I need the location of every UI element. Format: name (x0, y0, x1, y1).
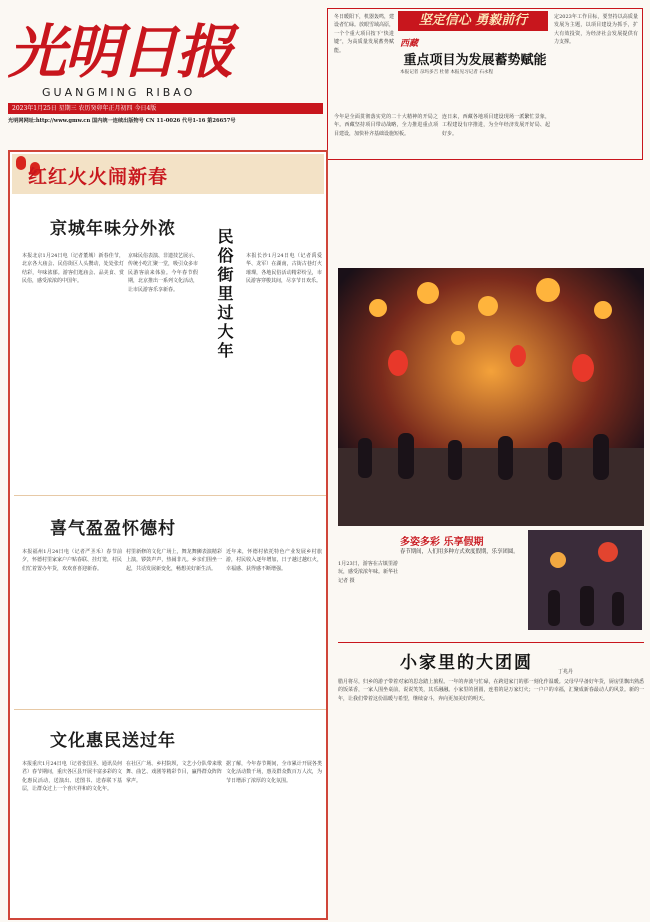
section-column: 本报重庆1月24日电（记者张国圣、通讯员何君）春节期间，重庆各区县开展丰富多彩的文化惠民活动，送演出、送图书、送春联下基层，让群众过上一个喜庆祥和的文化年。 (22, 761, 122, 793)
secondary-photo[interactable] (528, 530, 642, 630)
photo-note: 1月23日，游客在古镇里游玩，感受浓浓年味。新华社记者 摄 (338, 561, 398, 584)
newspaper-pinyin: GUANGMING RIBAO (42, 86, 196, 99)
news-column-right: 定2023年工作目标，要坚持以高质量发展为主题，以项目建设为抓手，扩大有效投资，为经济社会发展提供有力支撑。 (554, 14, 638, 46)
section-column: 据了解，今年春节期间，全市累计开展各类文化活动数千场，惠及群众数百万人次，为节日增添了浓厚的文化氛围。 (226, 761, 322, 784)
news-body-b: 连日来，西藏各地项目建设现场一派繁忙景象，工程建设有序推进，为全年经济发展开好局、起好步。 (442, 114, 550, 137)
section-title[interactable]: 京城年味分外浓 (50, 219, 176, 239)
section-column: 本报长沙1月24日电（记者禹爱华、龙军）在湖南，古街古巷灯火璀璨，各地民俗活动精彩纷呈，市民游客穿梭其间，尽享节日欢乐。 (246, 253, 322, 285)
story-title[interactable]: 小家里的大团圆 (400, 653, 533, 673)
lead-news-box (327, 8, 643, 160)
news-photo[interactable] (338, 268, 644, 526)
vertical-headline[interactable]: 民俗街里过大年 (215, 228, 234, 361)
photo-caption-title: 多姿多彩 乐享假期 (400, 537, 484, 548)
spring-festival-feature (8, 150, 328, 920)
section-column: 本报福州1月24日电（记者严圣禾）春节前夕，怀德村里家家户户贴春联、挂灯笼，村民们忙着置办年货，欢欢喜喜迎新春。 (22, 549, 122, 572)
story-body: 腊月将尽，归乡的游子带着对家的思念踏上旅程。一年的奔波与忙碌，在跨进家门的那一刻化作温暖。父母早早备好年货，厨房里飘出熟悉的饭菜香，一家人围坐桌前，说说笑笑，其乐融融。小家里的团圆，连着的是万家灯火；一户户的幸福，汇聚成新春最动人的风景。新的一年，让我们带着这份温暖与希望，继续奋斗，奔向更加美好的明天。 (338, 679, 644, 702)
feature-title: 红红火火闹新春 (28, 166, 169, 188)
section-title[interactable]: 喜气盈盈怀德村 (50, 519, 176, 539)
news-body-a: 今年是全面贯彻落实党的二十大精神的开局之年。西藏坚持项目带动战略，全力推进重点项目建设，加快补齐基础设施短板。 (334, 114, 438, 137)
section-jingcheng (14, 196, 326, 496)
region-tag: 西藏 (400, 39, 419, 49)
publication-info: 光明网网址:http://www.gmw.cn 国内统一连续出版物号 CN 11-0026 代号1-16 第26657号 (8, 118, 236, 124)
section-column: 近年来，怀德村依托特色产业发展乡村旅游，村民收入逐年增加，日子越过越红火，幸福感、获得感不断增强。 (226, 549, 322, 572)
section-column: 本报北京1月24日电（记者董城）新春佳节，北京各大庙会、民俗街区人头攒动，处处张灯结彩，年味浓郁。游客们逛庙会、品美食、赏民俗，感受浓浓的中国年。 (22, 253, 124, 285)
news-banner: 坚定信心 勇毅前行 (398, 11, 548, 31)
photo-crowd (528, 530, 642, 630)
masthead (0, 0, 325, 150)
photo-night-street (338, 268, 644, 526)
feature-banner (12, 154, 324, 194)
section-huaide (14, 500, 326, 710)
section-wenhua (14, 714, 326, 918)
section-column: 村里新修的文化广场上，舞龙舞狮表演精彩上演，锣鼓声声，热闹非凡。乡亲们围坐一起，共话发展新变化，畅想美好新生活。 (126, 549, 222, 572)
lantern-icon (16, 156, 26, 170)
photo-caption: 春节期间，人们用多种方式欢度假期，乐享团圆。 (400, 549, 519, 555)
news-headline[interactable]: 重点项目为发展蓄势赋能 (403, 53, 547, 68)
section-title[interactable]: 文化惠民送过年 (50, 731, 176, 751)
section-column: 在社区广场、乡村院坝，文艺小分队带来歌舞、曲艺、戏剧等精彩节目，赢得群众阵阵掌声。 (126, 761, 222, 784)
news-byline: 本报记者 尕玛多吉 杜倩 本报见习记者 石永程 (400, 70, 494, 75)
section-column: 京味民俗表演、非遗技艺展示、传统小吃汇聚一堂，吸引众多市民游客前来体验。今年春节假期，北京推出一系列文化活动，让市民游客乐享新春。 (128, 253, 198, 293)
date-line: 2023年1月25日 星期三 农历癸卯年正月初四 今日4版 (8, 103, 323, 114)
divider (338, 642, 644, 643)
news-column-left: 冬日暖阳下，机器轰鸣，建设者忙碌。放眼雪域高原，一个个重大项目按下“快进键”，为高质量发展蓄势赋能。 (334, 14, 394, 54)
story-author: 丁兆丹 (558, 669, 574, 675)
newspaper-title: 光明日报 (8, 18, 233, 86)
